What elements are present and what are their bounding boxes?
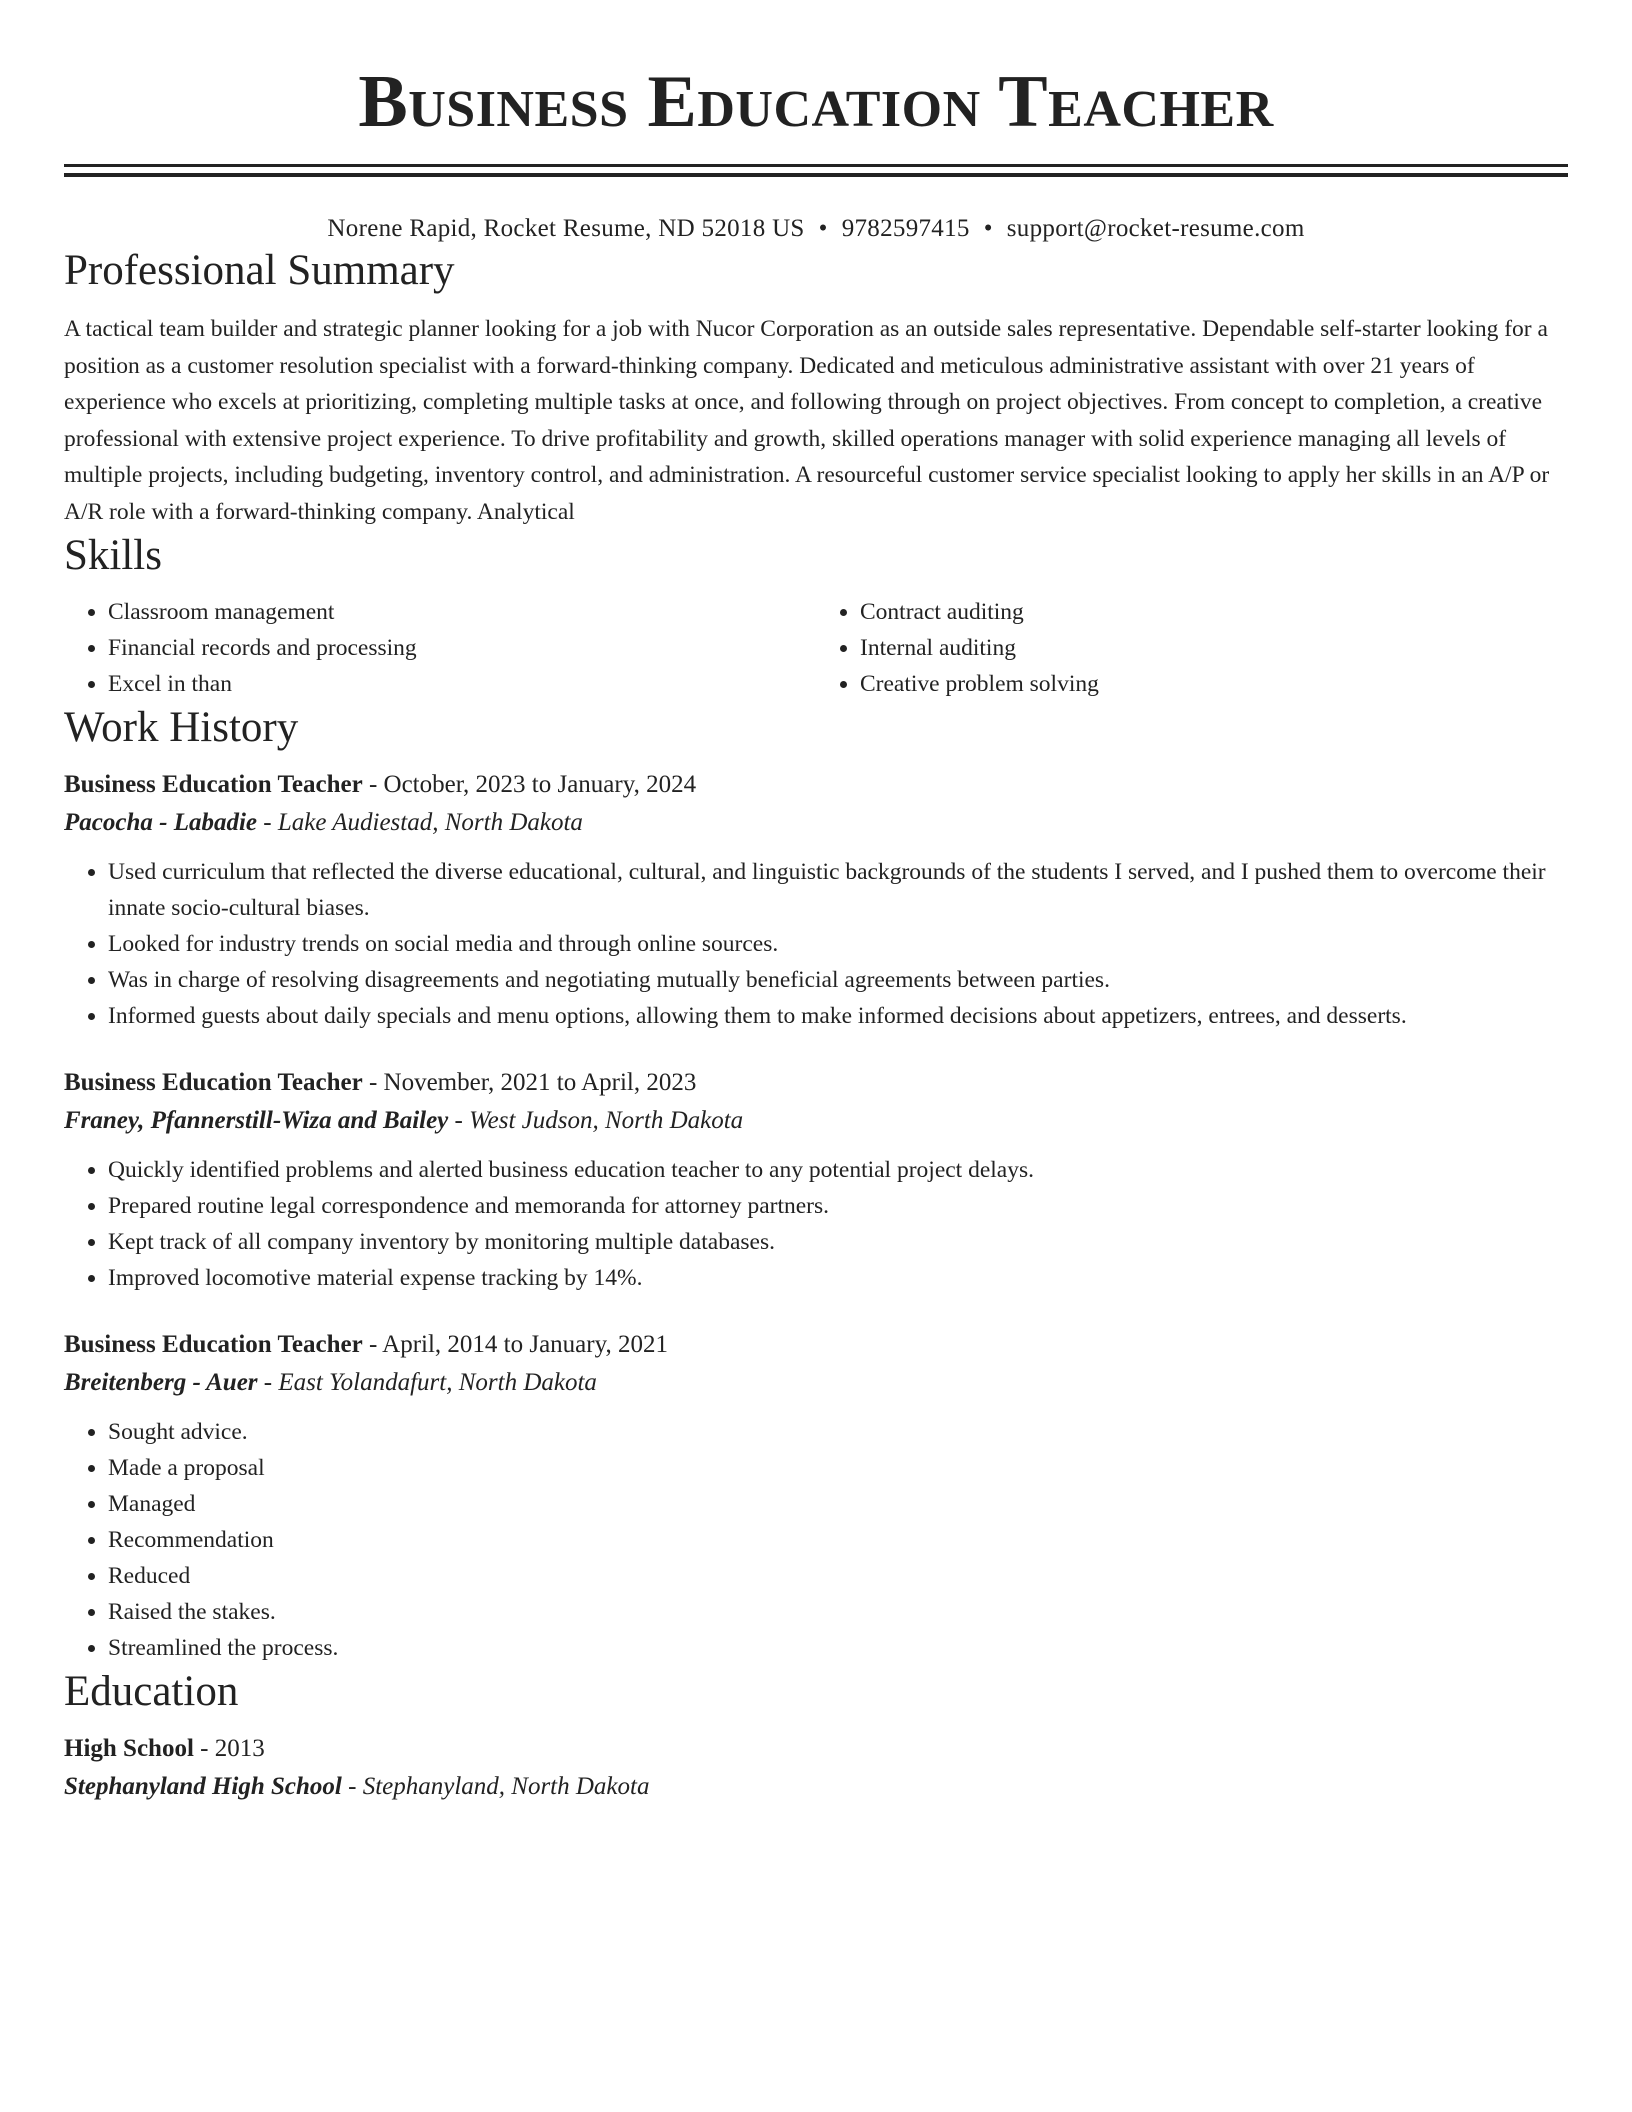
job-bullets [64, 1414, 1568, 1666]
education-year: 2013 [214, 1735, 265, 1762]
skill-item: • Financial records and processing [108, 630, 816, 666]
dash-separator: - [193, 1735, 215, 1762]
job-dates: October, 2023 to January, 2024 [383, 771, 697, 798]
job-bullet: • Used curriculum that reflected the diverse educational, cultural, and linguistic backgrounds of the students I served, and I pushed them to overcome their innate socio-cultural biases. [108, 854, 1568, 926]
job-bullet: • Looked for industry trends on social media and through online sources. [108, 926, 1568, 962]
job-header [64, 1064, 1568, 1102]
job-bullet: • Improved locomotive material expense tracking by 14%. [108, 1260, 1568, 1296]
job-bullet: • Recommendation [108, 1522, 1568, 1558]
summary-heading: Professional Summary [64, 247, 455, 294]
job-company: Pacocha - Labadie [64, 809, 258, 836]
dash-separator: - [257, 1369, 279, 1396]
job-role: Business Education Teacher [64, 1331, 363, 1358]
dash-separator: - [448, 1107, 470, 1134]
job-company-line [64, 1364, 1568, 1402]
title-divider-top [64, 164, 1568, 167]
contact-email: support@rocket-resume.com [1006, 215, 1305, 242]
skills-column-left [64, 594, 816, 702]
job-bullet: • Was in charge of resolving disagreements and negotiating mutually beneficial agreements between parties. [108, 962, 1568, 998]
contact-phone: 9782597415 [841, 215, 970, 242]
contact-separator: • [983, 215, 993, 242]
dash-separator: - [341, 1773, 363, 1800]
job-entry [64, 1064, 1568, 1296]
skills-list [64, 594, 1568, 702]
job-entry [64, 1326, 1568, 1666]
job-bullet: • Made a proposal [108, 1450, 1568, 1486]
title-divider-bottom [64, 173, 1568, 177]
skill-item: • Excel in than [108, 666, 816, 702]
education-degree: High School [64, 1735, 194, 1762]
job-bullets [64, 854, 1568, 1034]
education-heading: Education [64, 1668, 239, 1715]
job-bullet: • Streamlined the process. [108, 1630, 1568, 1666]
job-location: West Judson, North Dakota [469, 1107, 744, 1134]
skill-item: • Contract auditing [860, 594, 1568, 630]
job-bullet: • Reduced [108, 1558, 1568, 1594]
education-header [64, 1730, 1568, 1768]
summary-text: A tactical team builder and strategic planner looking for a job with Nucor Corporation as an outside sales representative. Dependable self-starter looking for a position as a customer resolution specialist with a forward-thinking company. Dedicated and meticulous administrative assistant with over 21 years of experience who excels at prioritizing, completing multiple tasks at once, and following through on project objectives. From concept to completion, a creative professional with extensive project experience. To drive profitability and growth, skilled operations manager with solid experience managing all levels of multiple projects, including budgeting, inventory control, and administration. A resourceful customer service specialist looking to apply her skills in an A/P or A/R role with a forward-thinking company. Analytical [64, 316, 1550, 525]
job-company-line [64, 1102, 1568, 1140]
job-dates: April, 2014 to January, 2021 [382, 1331, 668, 1358]
skills-heading: Skills [64, 532, 162, 579]
job-dates: November, 2021 to April, 2023 [383, 1069, 697, 1096]
job-role: Business Education Teacher [64, 1069, 363, 1096]
job-bullet: • Raised the stakes. [108, 1594, 1568, 1630]
job-location: Lake Audiestad, North Dakota [277, 809, 583, 836]
job-bullet: • Managed [108, 1486, 1568, 1522]
skill-item: • Classroom management [108, 594, 816, 630]
job-bullet: • Quickly identified problems and alerted business education teacher to any potential project delays. [108, 1152, 1568, 1188]
job-bullet: • Sought advice. [108, 1414, 1568, 1450]
dash-separator: - [362, 1331, 383, 1358]
skills-column-right [816, 594, 1568, 702]
contact-separator: • [818, 215, 828, 242]
job-bullet: • Informed guests about daily specials and menu options, allowing them to make informed decisions about appetizers, entrees, and desserts. [108, 998, 1568, 1034]
job-header [64, 766, 1568, 804]
skill-item: • Creative problem solving [860, 666, 1568, 702]
job-location: East Yolandafurt, North Dakota [278, 1369, 597, 1396]
job-bullets [64, 1152, 1568, 1296]
job-bullet: • Prepared routine legal correspondence and memoranda for attorney partners. [108, 1188, 1568, 1224]
job-entry [64, 766, 1568, 1034]
resume-title: Business Education Teacher [358, 61, 1274, 143]
job-header [64, 1326, 1568, 1364]
contact-address: Norene Rapid, Rocket Resume, ND 52018 US [327, 215, 805, 242]
job-company: Franey, Pfannerstill-Wiza and Bailey [64, 1107, 449, 1134]
education-school: Stephanyland High School [64, 1773, 342, 1800]
dash-separator: - [257, 809, 278, 836]
work-history-heading: Work History [64, 704, 299, 751]
job-bullet: • Kept track of all company inventory by monitoring multiple databases. [108, 1224, 1568, 1260]
job-company-line [64, 804, 1568, 842]
job-company: Breitenberg - Auer [64, 1369, 258, 1396]
contact-line [64, 213, 1568, 245]
dash-separator: - [362, 771, 384, 798]
education-location: Stephanyland, North Dakota [362, 1773, 650, 1800]
job-role: Business Education Teacher [64, 771, 363, 798]
dash-separator: - [362, 1069, 384, 1096]
education-school-line [64, 1768, 1568, 1806]
skill-item: • Internal auditing [860, 630, 1568, 666]
